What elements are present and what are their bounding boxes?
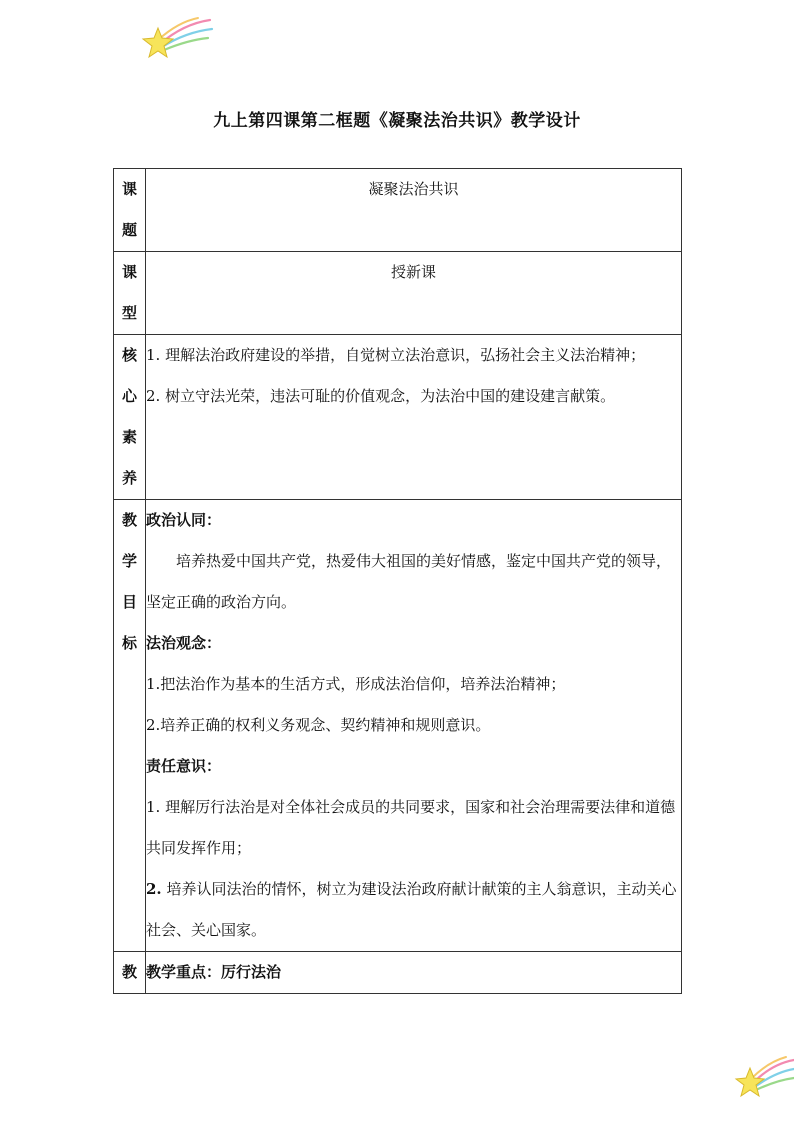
political-identity-heading: 政治认同： (146, 511, 222, 529)
type-value: 授新课 (146, 252, 682, 335)
row-teaching-goals (114, 500, 682, 952)
shooting-star-icon (138, 14, 214, 60)
topic-value: 凝聚法治共识 (146, 169, 682, 252)
label-char: 课 (121, 180, 137, 198)
label-char: 核 (121, 346, 137, 364)
row-core-literacy (114, 335, 682, 500)
core-literacy-content (146, 335, 682, 500)
label-char: 型 (121, 304, 137, 322)
responsibility-item-number: 2. (146, 880, 162, 898)
rule-of-law-item: 1.把法治作为基本的生活方式，形成法治信仰，培养法治精神； (146, 675, 566, 693)
teaching-focus-value: 教学重点：厉行法治 (146, 952, 682, 994)
responsibility-item-text: 培养认同法治的情怀，树立为建设法治政府献计献策的主人翁意识，主动关心社会、关心国家。 (146, 880, 677, 939)
label-char: 题 (121, 221, 137, 239)
core-item: 2. 树立守法光荣，违法可耻的价值观念，为法治中国的建设建言献策。 (146, 387, 616, 405)
label-char: 养 (121, 469, 137, 487)
political-identity-text: 培养热爱中国共产党，热爱伟大祖国的美好情感，鉴定中国共产党的领导，坚定正确的政治方向。 (146, 552, 672, 611)
label-char: 标 (121, 634, 137, 652)
label-core-literacy (114, 335, 146, 500)
label-topic (114, 169, 146, 252)
responsibility-item: 1. 理解厉行法治是对全体社会成员的共同要求，国家和社会治理需要法律和道德共同发挥作用； (146, 798, 676, 857)
label-teaching-focus (114, 952, 146, 994)
responsibility-item (146, 869, 681, 951)
label-teaching-goals (114, 500, 146, 952)
label-char: 心 (121, 387, 137, 405)
label-char: 目 (121, 593, 137, 611)
label-char: 教 (121, 963, 137, 981)
rule-of-law-item: 2.培养正确的权利义务观念、契约精神和规则意识。 (146, 716, 491, 734)
page-title: 九上第四课第二框题《凝聚法治共识》教学设计 (213, 111, 581, 131)
teaching-goals-content (146, 500, 682, 952)
core-item: 1. 理解法治政府建设的举措，自觉树立法治意识，弘扬社会主义法治精神； (146, 346, 646, 364)
label-char: 课 (121, 263, 137, 281)
label-char: 素 (121, 428, 137, 446)
row-teaching-focus (114, 952, 682, 994)
lesson-plan-table (113, 168, 682, 994)
label-char: 学 (121, 552, 137, 570)
shooting-star-icon (732, 1052, 794, 1100)
row-type (114, 252, 682, 335)
label-char: 教 (121, 511, 137, 529)
label-type (114, 252, 146, 335)
responsibility-heading: 责任意识： (146, 757, 222, 775)
row-topic (114, 169, 682, 252)
rule-of-law-heading: 法治观念： (146, 634, 222, 652)
